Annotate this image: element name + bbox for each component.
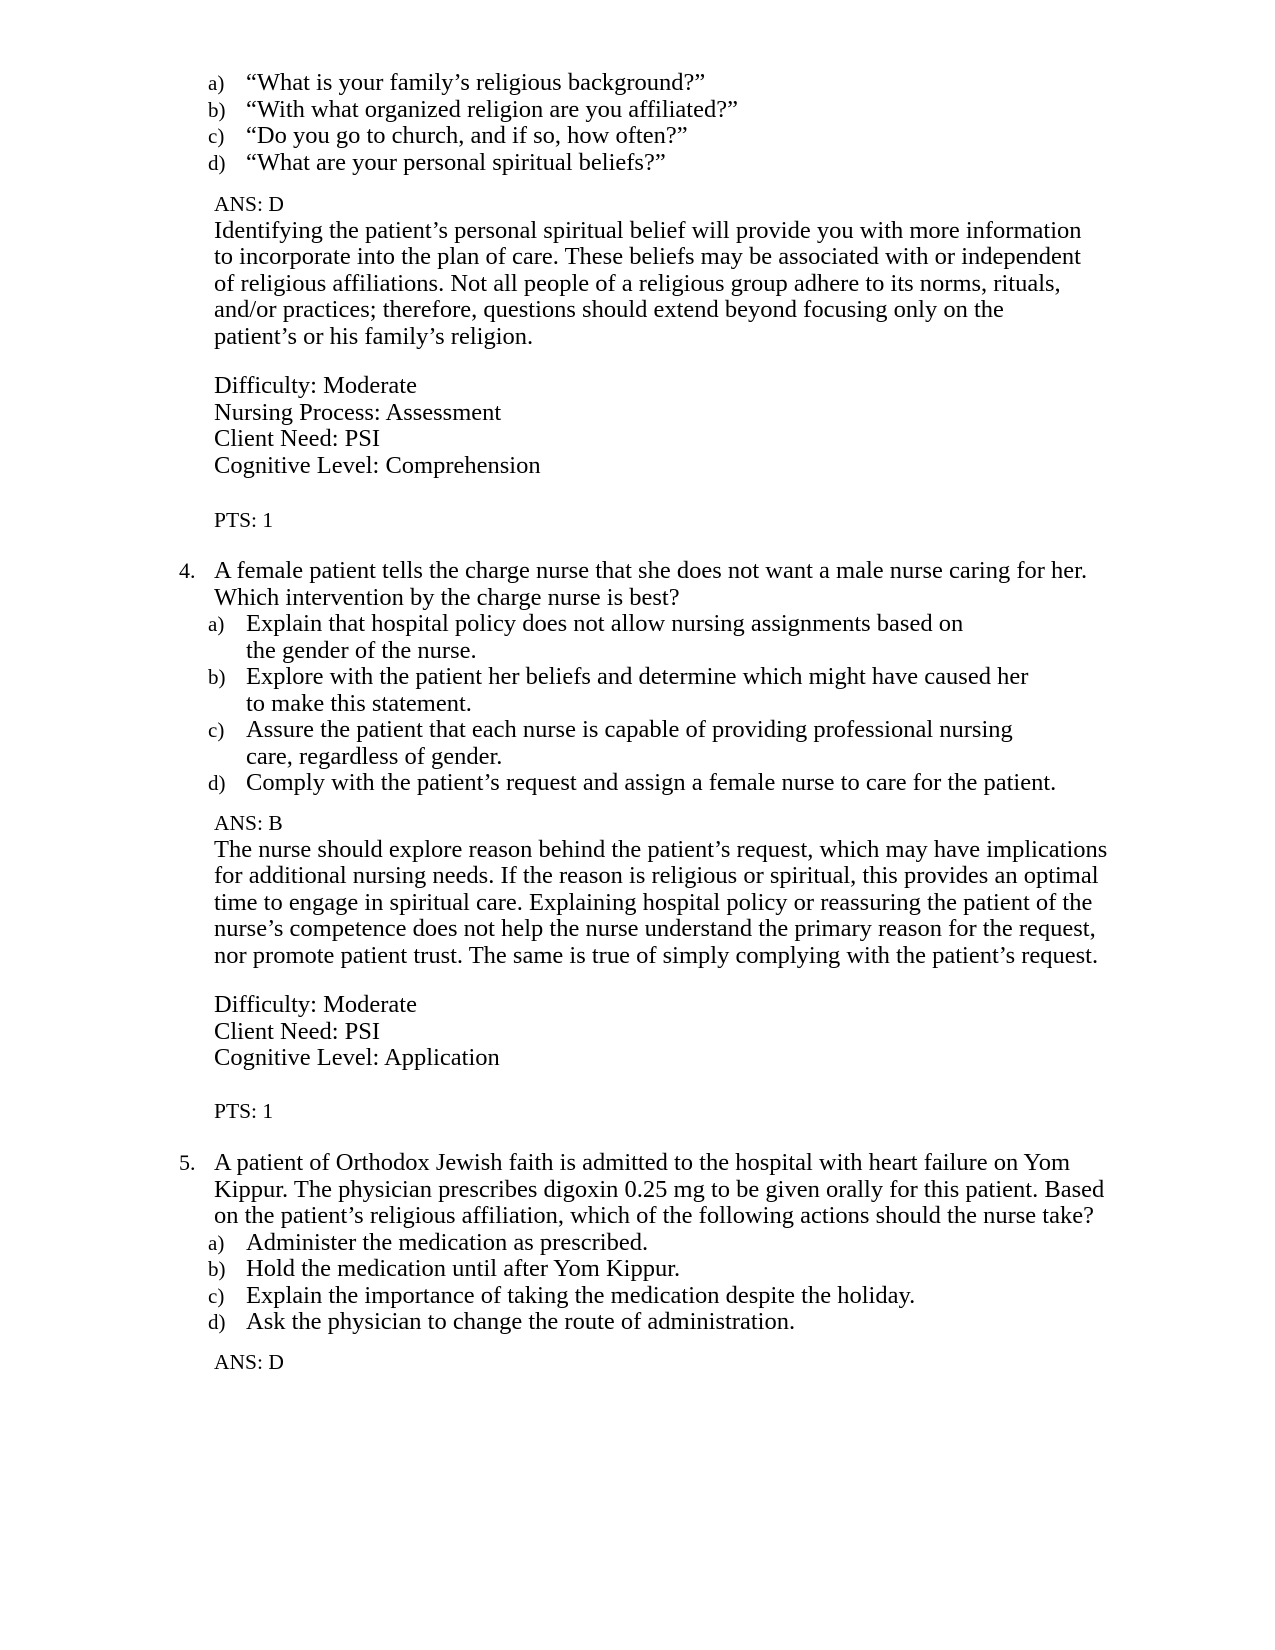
- option-c: [0, 123, 1146, 150]
- question-4-points: [0, 1098, 1275, 1125]
- option-letter: b): [208, 1257, 226, 1281]
- option-a: [0, 70, 1146, 97]
- option-text: Comply with the patient’s request and assign a female nurse to care for the patient.: [246, 769, 1057, 796]
- option-letter: c): [208, 124, 225, 148]
- option-d: [0, 770, 1106, 797]
- meta-client-need: Client Need: PSI: [214, 1017, 381, 1045]
- points-label: PTS: 1: [214, 1099, 274, 1123]
- question-3-meta: [0, 373, 1275, 479]
- answer-label: ANS: B: [214, 811, 283, 835]
- question-5-answer-section: [0, 1349, 1275, 1376]
- question-3-answer-section: [0, 191, 1275, 350]
- option-letter: d): [208, 771, 226, 795]
- rationale-text: The nurse should explore reason behind the patient’s request, which may have implications for additional nursing needs. If the reason is religious or spiritual, this provides an optimal time to engage in spiritual care. Explaining hospital policy or reassuring the patient of the nurse’s competence does not help the nurse understand the primary reason for the request, nor promote patient trust. The same is true of simply complying with the patient’s request.: [214, 835, 1108, 969]
- option-d: [0, 1309, 1146, 1336]
- question-4-meta: [0, 992, 1275, 1072]
- option-text: Administer the medication as prescribed.: [246, 1228, 649, 1256]
- question-4-answer-section: [0, 810, 1275, 969]
- meta-nursing-process: Nursing Process: Assessment: [214, 398, 502, 426]
- question-4: [0, 558, 1275, 797]
- question-5: [0, 1150, 1275, 1336]
- meta-cognitive-level: Cognitive Level: Application: [214, 1044, 500, 1071]
- option-letter: a): [208, 1230, 225, 1255]
- points-label: PTS: 1: [214, 508, 274, 532]
- option-text: Assure the patient that each nurse is capable of providing professional nursing care, regardless of gender.: [246, 716, 1013, 770]
- option-letter: b): [208, 97, 226, 122]
- question-3-points: [0, 507, 1275, 534]
- question-stem: [0, 1150, 1114, 1230]
- option-text: Explore with the patient her beliefs and determine which might have caused her to make this statement.: [246, 663, 1029, 717]
- option-c: [0, 1283, 1146, 1310]
- option-text: “What is your family’s religious background?”: [246, 69, 706, 96]
- option-b: [0, 664, 1036, 717]
- question-number: 5.: [179, 1150, 196, 1175]
- option-letter: c): [208, 718, 225, 742]
- option-letter: a): [208, 71, 225, 95]
- option-text: Hold the medication until after Yom Kippur.: [246, 1255, 681, 1282]
- option-letter: d): [208, 1310, 226, 1334]
- option-a: [0, 611, 986, 664]
- rationale-text: Identifying the patient’s personal spiritual belief will provide you with more information to incorporate into the plan of care. These beliefs may be associated with or independent of religious affiliations. Not all people of a religious group adhere to its norms, rituals, and/or practices; therefore, questions should extend beyond focusing only on the patient’s or his family’s religion.: [214, 216, 1082, 350]
- question-text: A patient of Orthodox Jewish faith is admitted to the hospital with heart failure on Yom Kippur. The physician prescribes digoxin 0.25 mg to be given orally for this patient. Based on the patient’s religious affiliation, which of the following actions should the nurse take?: [214, 1149, 1105, 1229]
- option-text: Explain that hospital policy does not allow nursing assignments based on the gender of the nurse.: [246, 610, 964, 664]
- option-b: [0, 97, 1146, 124]
- option-text: Explain the importance of taking the medication despite the holiday.: [246, 1281, 916, 1309]
- option-text: “With what organized religion are you affiliated?”: [246, 95, 738, 123]
- option-text: “What are your personal spiritual beliefs?”: [246, 148, 666, 176]
- option-a: [0, 1230, 1146, 1257]
- meta-client-need: Client Need: PSI: [214, 425, 381, 452]
- option-letter: c): [208, 1283, 225, 1308]
- meta-cognitive-level: Cognitive Level: Comprehension: [214, 451, 541, 479]
- option-d: [0, 150, 1146, 177]
- option-text: “Do you go to church, and if so, how often?”: [246, 122, 688, 149]
- option-b: [0, 1256, 1146, 1283]
- question-stem: [0, 558, 1154, 611]
- question-3-options: [0, 70, 1275, 176]
- question-number: 4.: [179, 558, 196, 583]
- option-letter: a): [208, 612, 225, 636]
- answer-label: ANS: D: [214, 1350, 284, 1374]
- option-c: [0, 717, 1046, 770]
- option-text: Ask the physician to change the route of administration.: [246, 1308, 796, 1335]
- answer-label: ANS: D: [214, 192, 284, 216]
- meta-difficulty: Difficulty: Moderate: [214, 991, 417, 1018]
- option-letter: b): [208, 665, 226, 689]
- meta-difficulty: Difficulty: Moderate: [214, 372, 417, 399]
- question-text: A female patient tells the charge nurse that she does not want a male nurse caring for her. Which intervention by the charge nurse is best?: [214, 557, 1088, 611]
- option-letter: d): [208, 150, 226, 175]
